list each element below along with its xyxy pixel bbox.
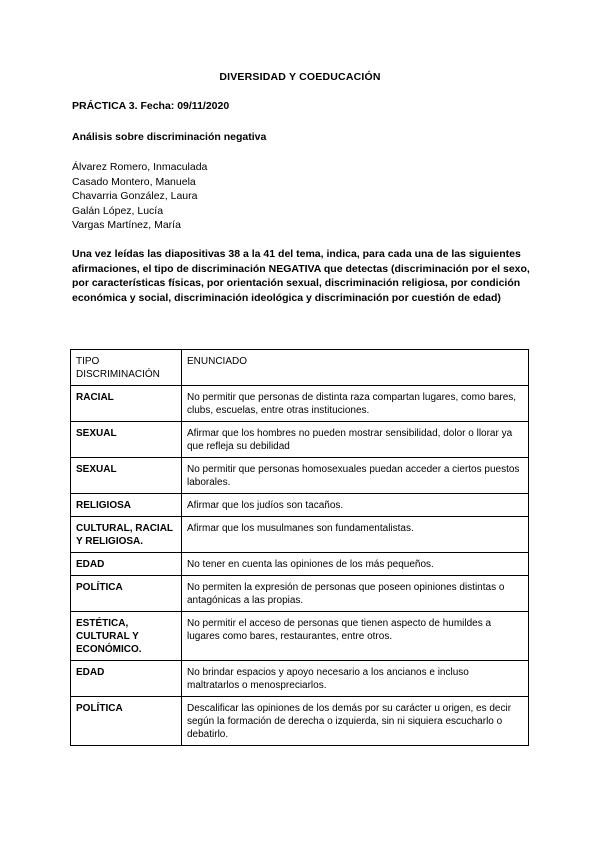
cell-enunciado: Afirmar que los judíos son tacaños. — [182, 494, 529, 517]
table-row — [71, 612, 529, 661]
document-title: DIVERSIDAD Y COEDUCACIÓN — [219, 71, 381, 83]
cell-tipo: CULTURAL, RACIAL Y RELIGIOSA. — [71, 517, 182, 553]
discrimination-table — [70, 349, 529, 746]
table-row — [71, 553, 529, 576]
cell-enunciado: No permitir que personas de distinta raza compartan lugares, como bares, clubs, escuelas, entre otras instituciones. — [182, 386, 529, 422]
author-name: Galán López, Lucía — [72, 204, 164, 217]
table-row — [71, 517, 529, 553]
cell-tipo: ESTÉTICA, CULTURAL Y ECONÓMICO. — [71, 612, 182, 661]
table-row — [71, 422, 529, 458]
table-row — [71, 386, 529, 422]
cell-tipo: POLÍTICA — [71, 697, 182, 746]
cell-tipo: EDAD — [71, 661, 182, 697]
cell-tipo: EDAD — [71, 553, 182, 576]
cell-enunciado: Descalificar las opiniones de los demás por su carácter u origen, es decir según la formación de derecha o izquierda, sin ni siquiera escucharlo o debatirlo. — [182, 697, 529, 746]
practice-heading: PRÁCTICA 3. Fecha: 09/11/2020 — [72, 100, 230, 112]
cell-tipo: RELIGIOSA — [71, 494, 182, 517]
table-header-row — [71, 350, 529, 386]
table-row — [71, 697, 529, 746]
cell-enunciado: No tener en cuenta las opiniones de los más pequeños. — [182, 553, 529, 576]
header-tipo: TIPO DISCRIMINACIÓN — [71, 350, 182, 386]
author-name: Vargas Martínez, María — [72, 219, 181, 232]
authors-list — [72, 160, 207, 233]
cell-tipo: SEXUAL — [71, 422, 182, 458]
table-row — [71, 661, 529, 697]
table-row — [71, 576, 529, 612]
cell-tipo: SEXUAL — [71, 458, 182, 494]
author-name: Álvarez Romero, Inmaculada — [72, 161, 208, 173]
cell-enunciado: No permiten la expresión de personas que poseen opiniones distintas o antagónicas a las propias. — [182, 576, 529, 612]
cell-enunciado: Afirmar que los hombres no pueden mostrar sensibilidad, dolor o llorar ya que refleja su debilidad — [182, 422, 529, 458]
table-row — [71, 494, 529, 517]
cell-enunciado: No permitir que personas homosexuales puedan acceder a ciertos puestos laborales. — [182, 458, 529, 494]
cell-enunciado: No brindar espacios y apoyo necesario a los ancianos e incluso maltratarlos o menospreciarlos. — [182, 661, 529, 697]
instructions-paragraph: Una vez leídas las diapositivas 38 a la 41 del tema, indica, para cada una de las siguientes afirmaciones, el tipo de discriminación NEGATIVA que detectas (discriminación por el sexo, por características físicas, por orientación sexual, discriminación religiosa, por condición económica y social, discriminación ideológica y discriminación por cuestión de edad) — [72, 248, 530, 304]
cell-tipo: RACIAL — [71, 386, 182, 422]
author-name: Chavarria González, Laura — [72, 190, 198, 203]
author-name: Casado Montero, Manuela — [72, 175, 196, 188]
header-enunciado: ENUNCIADO — [182, 350, 529, 386]
table-row — [71, 458, 529, 494]
analysis-subtitle: Análisis sobre discriminación negativa — [72, 131, 267, 143]
cell-enunciado: Afirmar que los musulmanes son fundamentalistas. — [182, 517, 529, 553]
cell-enunciado: No permitir el acceso de personas que tienen aspecto de humildes a lugares como bares, restaurantes, entre otros. — [182, 612, 529, 661]
cell-tipo: POLÍTICA — [71, 576, 182, 612]
